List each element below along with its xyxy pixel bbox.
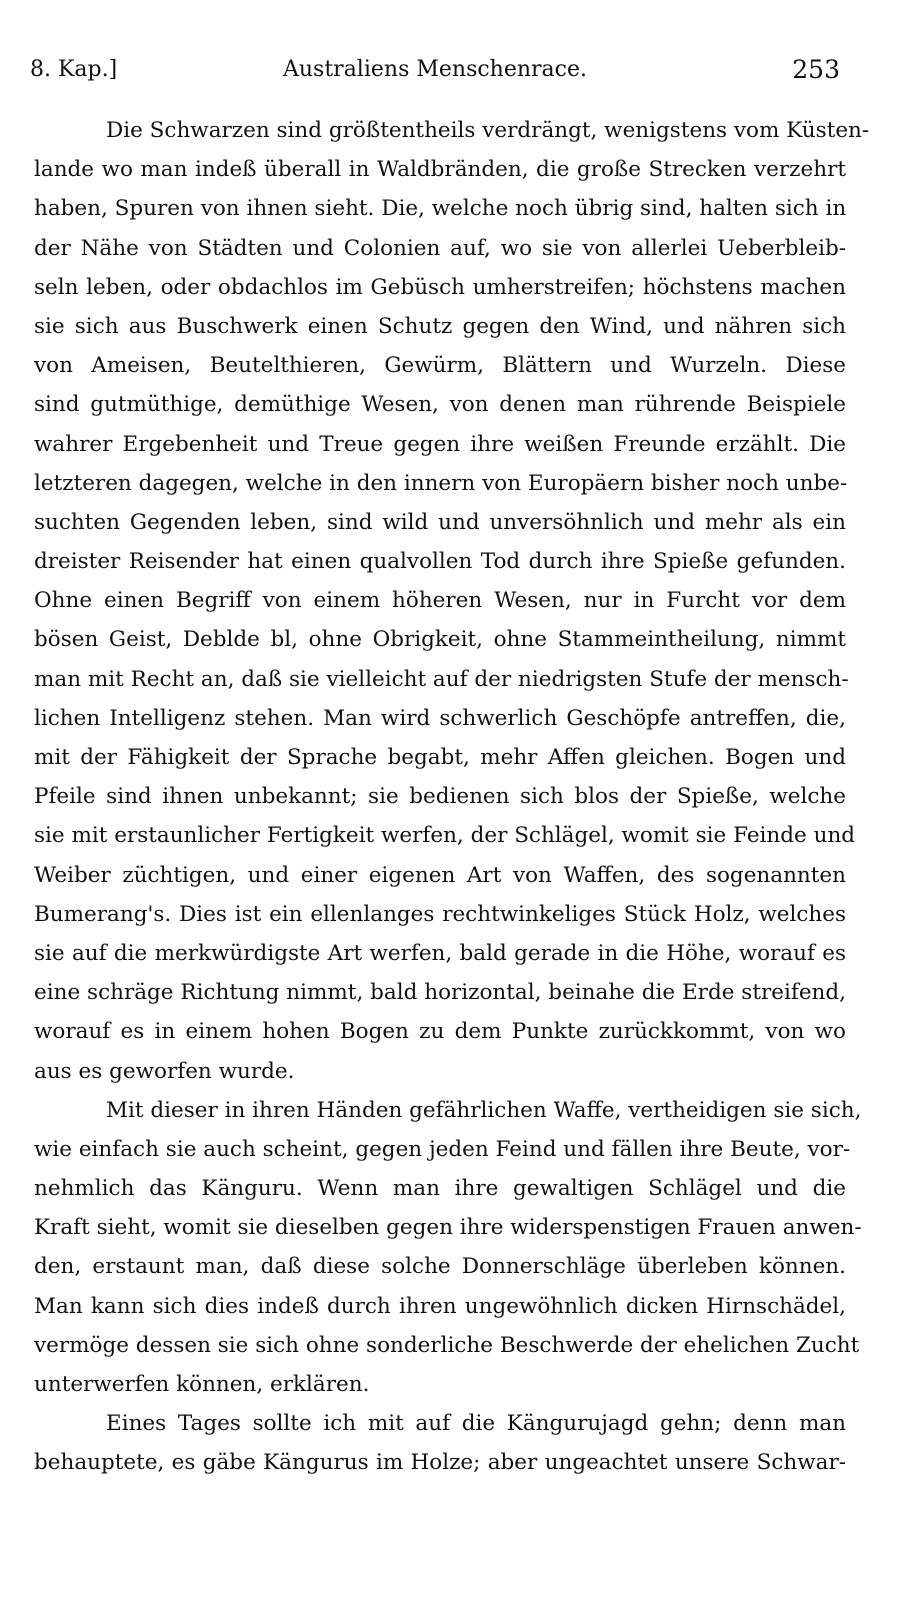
text-line: Bumerang's. Dies ist ein ellenlanges rechtwinkeliges Stück Holz, welches <box>34 901 846 927</box>
text-line: eine schräge Richtung nimmt, bald horizontal, beinahe die Erde streifend, <box>34 980 846 1006</box>
paragraph <box>34 111 870 1091</box>
text-line: suchten Gegenden leben, sind wild und unversöhnlich und mehr als ein <box>34 509 846 535</box>
text-line: behauptete, es gäbe Kängurus im Holze; aber ungeachtet unsere Schwar- <box>34 1450 846 1476</box>
text-line: Ohne einen Begriff von einem höheren Wesen, nur in Furcht vor dem <box>34 588 846 614</box>
text-line: sie auf die merkwürdigste Art werfen, bald gerade in die Höhe, worauf es <box>34 940 846 966</box>
text-line: bösen Geist, Deblde bl, ohne Obrigkeit, ohne Stammeintheilung, nimmt <box>34 627 846 653</box>
body-text <box>34 111 870 1483</box>
text-line: sind gutmüthige, demüthige Wesen, von denen man rührende Beispiele <box>34 392 846 418</box>
text-line: Die Schwarzen sind größtentheils verdrängt, wenigstens vom Küsten- <box>106 118 870 143</box>
text-line: seln leben, oder obdachlos im Gebüsch umherstreifen; höchstens machen <box>34 274 846 300</box>
text-line: den, erstaunt man, daß diese solche Donnerschläge überleben können. <box>34 1254 846 1280</box>
text-line: Eines Tages sollte ich mit auf die Kängurujagd gehn; denn man <box>106 1411 846 1437</box>
running-header <box>30 50 840 90</box>
text-line: von Ameisen, Beutelthieren, Gewürm, Blättern und Wurzeln. Diese <box>34 353 846 379</box>
text-line: haben, Spuren von ihnen sieht. Die, welche noch übrig sind, halten sich in <box>34 196 847 222</box>
running-title: Australiens Menschenrace. <box>282 57 587 82</box>
page-number: 253 <box>792 55 840 84</box>
text-line: wahrer Ergebenheit und Treue gegen ihre weißen Freunde erzählt. Die <box>34 431 846 457</box>
text-line: mit der Fähigkeit der Sprache begabt, mehr Affen gleichen. Bogen und <box>34 745 846 770</box>
text-line: letzteren dagegen, welche in den innern von Europäern bisher noch unbe- <box>34 470 848 496</box>
text-line: Weiber züchtigen, und einer eigenen Art von Waffen, des sogenannten <box>34 862 846 888</box>
text-line: unterwerfen können, erklären. <box>34 1372 370 1397</box>
text-line: man mit Recht an, daß sie vielleicht auf der niedrigsten Stufe der mensch- <box>34 666 849 692</box>
text-line: der Nähe von Städten und Colonien auf, wo sie von allerlei Ueberbleib- <box>34 235 846 261</box>
chapter-reference: 8. Kap.] <box>30 57 118 82</box>
text-line: lande wo man indeß überall in Waldbränden, die große Strecken verzehrt <box>34 157 846 183</box>
text-line: wie einfach sie auch scheint, gegen jeden Feind und fällen ihre Beute, vor- <box>34 1136 851 1162</box>
text-line: vermöge dessen sie sich ohne sonderliche Beschwerde der ehelichen Zucht <box>34 1332 860 1358</box>
text-line: Man kann sich dies indeß durch ihren ungewöhnlich dicken Hirnschädel, <box>34 1293 846 1319</box>
text-line: aus es geworfen wurde. <box>34 1058 295 1084</box>
text-line: worauf es in einem hohen Bogen zu dem Punkte zurückkommt, von wo <box>34 1019 846 1045</box>
text-line: dreister Reisender hat einen qualvollen Tod durch ihre Spieße gefunden. <box>34 549 846 575</box>
text-line: Kraft sieht, womit sie dieselben gegen ihre widerspenstigen Frauen anwen- <box>34 1215 862 1241</box>
paragraph <box>34 1091 862 1405</box>
text-line: Pfeile sind ihnen unbekannt; sie bedienen sich blos der Spieße, welche <box>34 784 846 810</box>
text-line: Mit dieser in ihren Händen gefährlichen Waffe, vertheidigen sie sich, <box>106 1097 862 1123</box>
text-line: lichen Intelligenz stehen. Man wird schwerlich Geschöpfe antreffen, die, <box>34 705 846 731</box>
text-line: sie sich aus Buschwerk einen Schutz gegen den Wind, und nähren sich <box>34 313 846 339</box>
text-line: sie mit erstaunlicher Fertigkeit werfen, der Schlägel, womit sie Feinde und <box>34 823 856 849</box>
text-line: nehmlich das Känguru. Wenn man ihre gewaltigen Schlägel und die <box>34 1176 846 1202</box>
paragraph <box>34 1404 846 1482</box>
